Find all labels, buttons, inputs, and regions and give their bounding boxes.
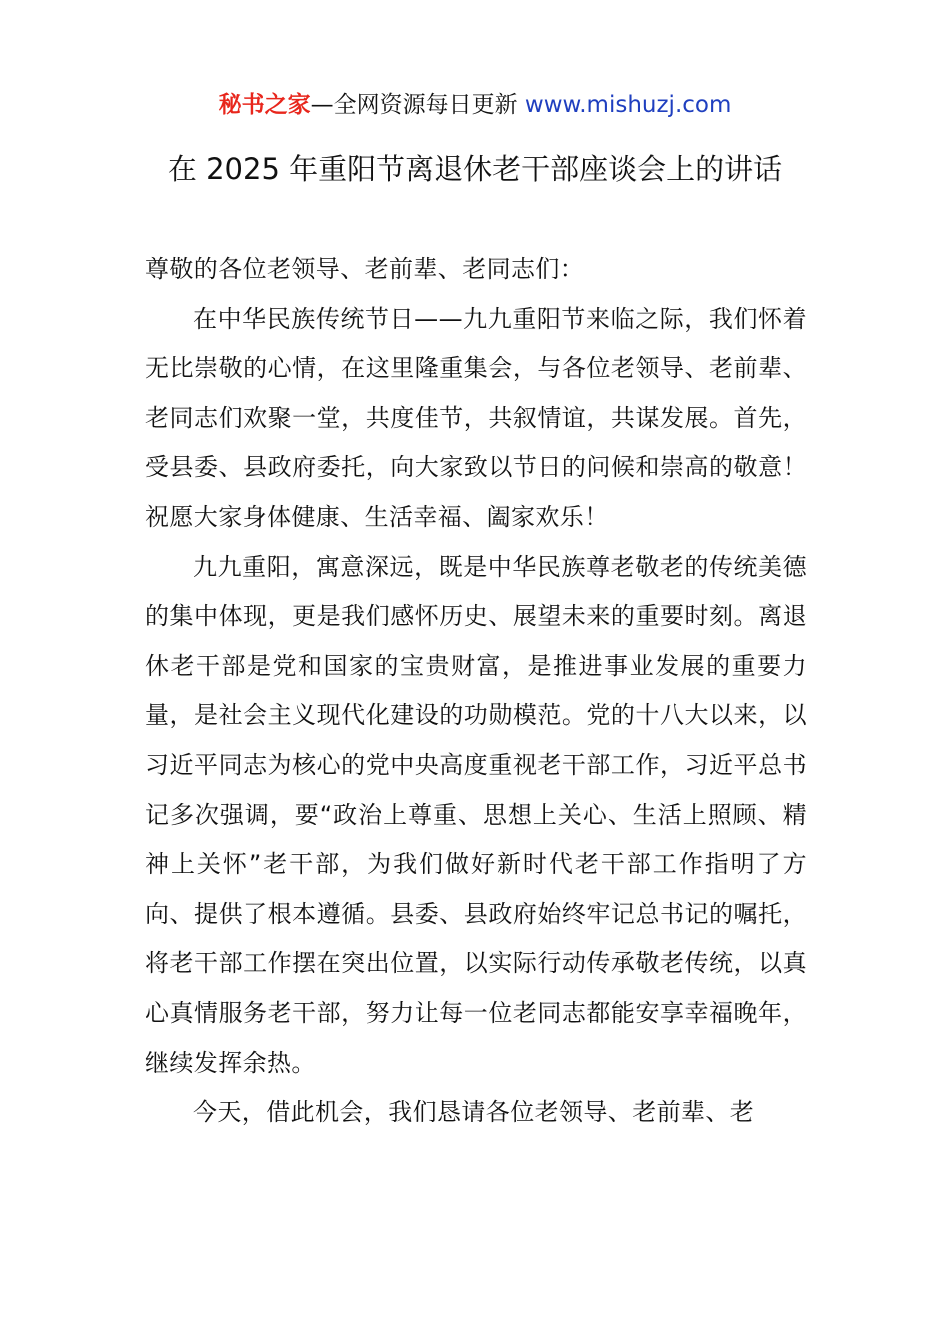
paragraph-3: 今天，借此机会，我们恳请各位老领导、老前辈、老 <box>193 1098 755 1127</box>
header-separator: — <box>310 92 334 118</box>
document-title: 在 2025 年重阳节离退休老干部座谈会上的讲话 <box>167 152 783 186</box>
salutation: 尊敬的各位老领导、老前辈、老同志们： <box>145 255 585 283</box>
paragraph-1: 在中华民族传统节日——九九重阳节来临之际，我们怀着无比崇敬的心情，在这里隆重集会，与各位老领导、老前辈、老同志们欢聚一堂，共度佳节，共叙情谊，共谋发展。首先，受县委、县政府委托，向大家致以节日的问候和崇高的敬意！祝愿大家身体健康、生活幸福、阖家欢乐！ <box>145 304 807 531</box>
site-url-link[interactable]: www.mishuzj.com <box>524 92 732 118</box>
site-header <box>0 88 950 122</box>
document-body <box>145 245 807 1138</box>
brand-name: 秘书之家 <box>218 92 311 118</box>
paragraph-2: 九九重阳，寓意深远，既是中华民族尊老敬老的传统美德的集中体现，更是我们感怀历史、展望未来的重要时刻。离退休老干部是党和国家的宝贵财富，是推进事业发展的重要力量，是社会主义现代化建设的功勋模范。党的十八大以来，以习近平同志为核心的党中央高度重视老干部工作，习近平总书记多次强调，要“政治上尊重、思想上关心、生活上照顾、精神上关怀”老干部，为我们做好新时代老干部工作指明了方向、提供了根本遵循。县委、县政府始终牢记总书记的嘱托，将老干部工作摆在突出位置，以实际行动传承敬老传统，以真心真情服务老干部，努力让每一位老同志都能安享幸福晚年，继续发挥余热。 <box>145 552 807 1077</box>
header-tagline: 全网资源每日更新 <box>333 92 525 118</box>
